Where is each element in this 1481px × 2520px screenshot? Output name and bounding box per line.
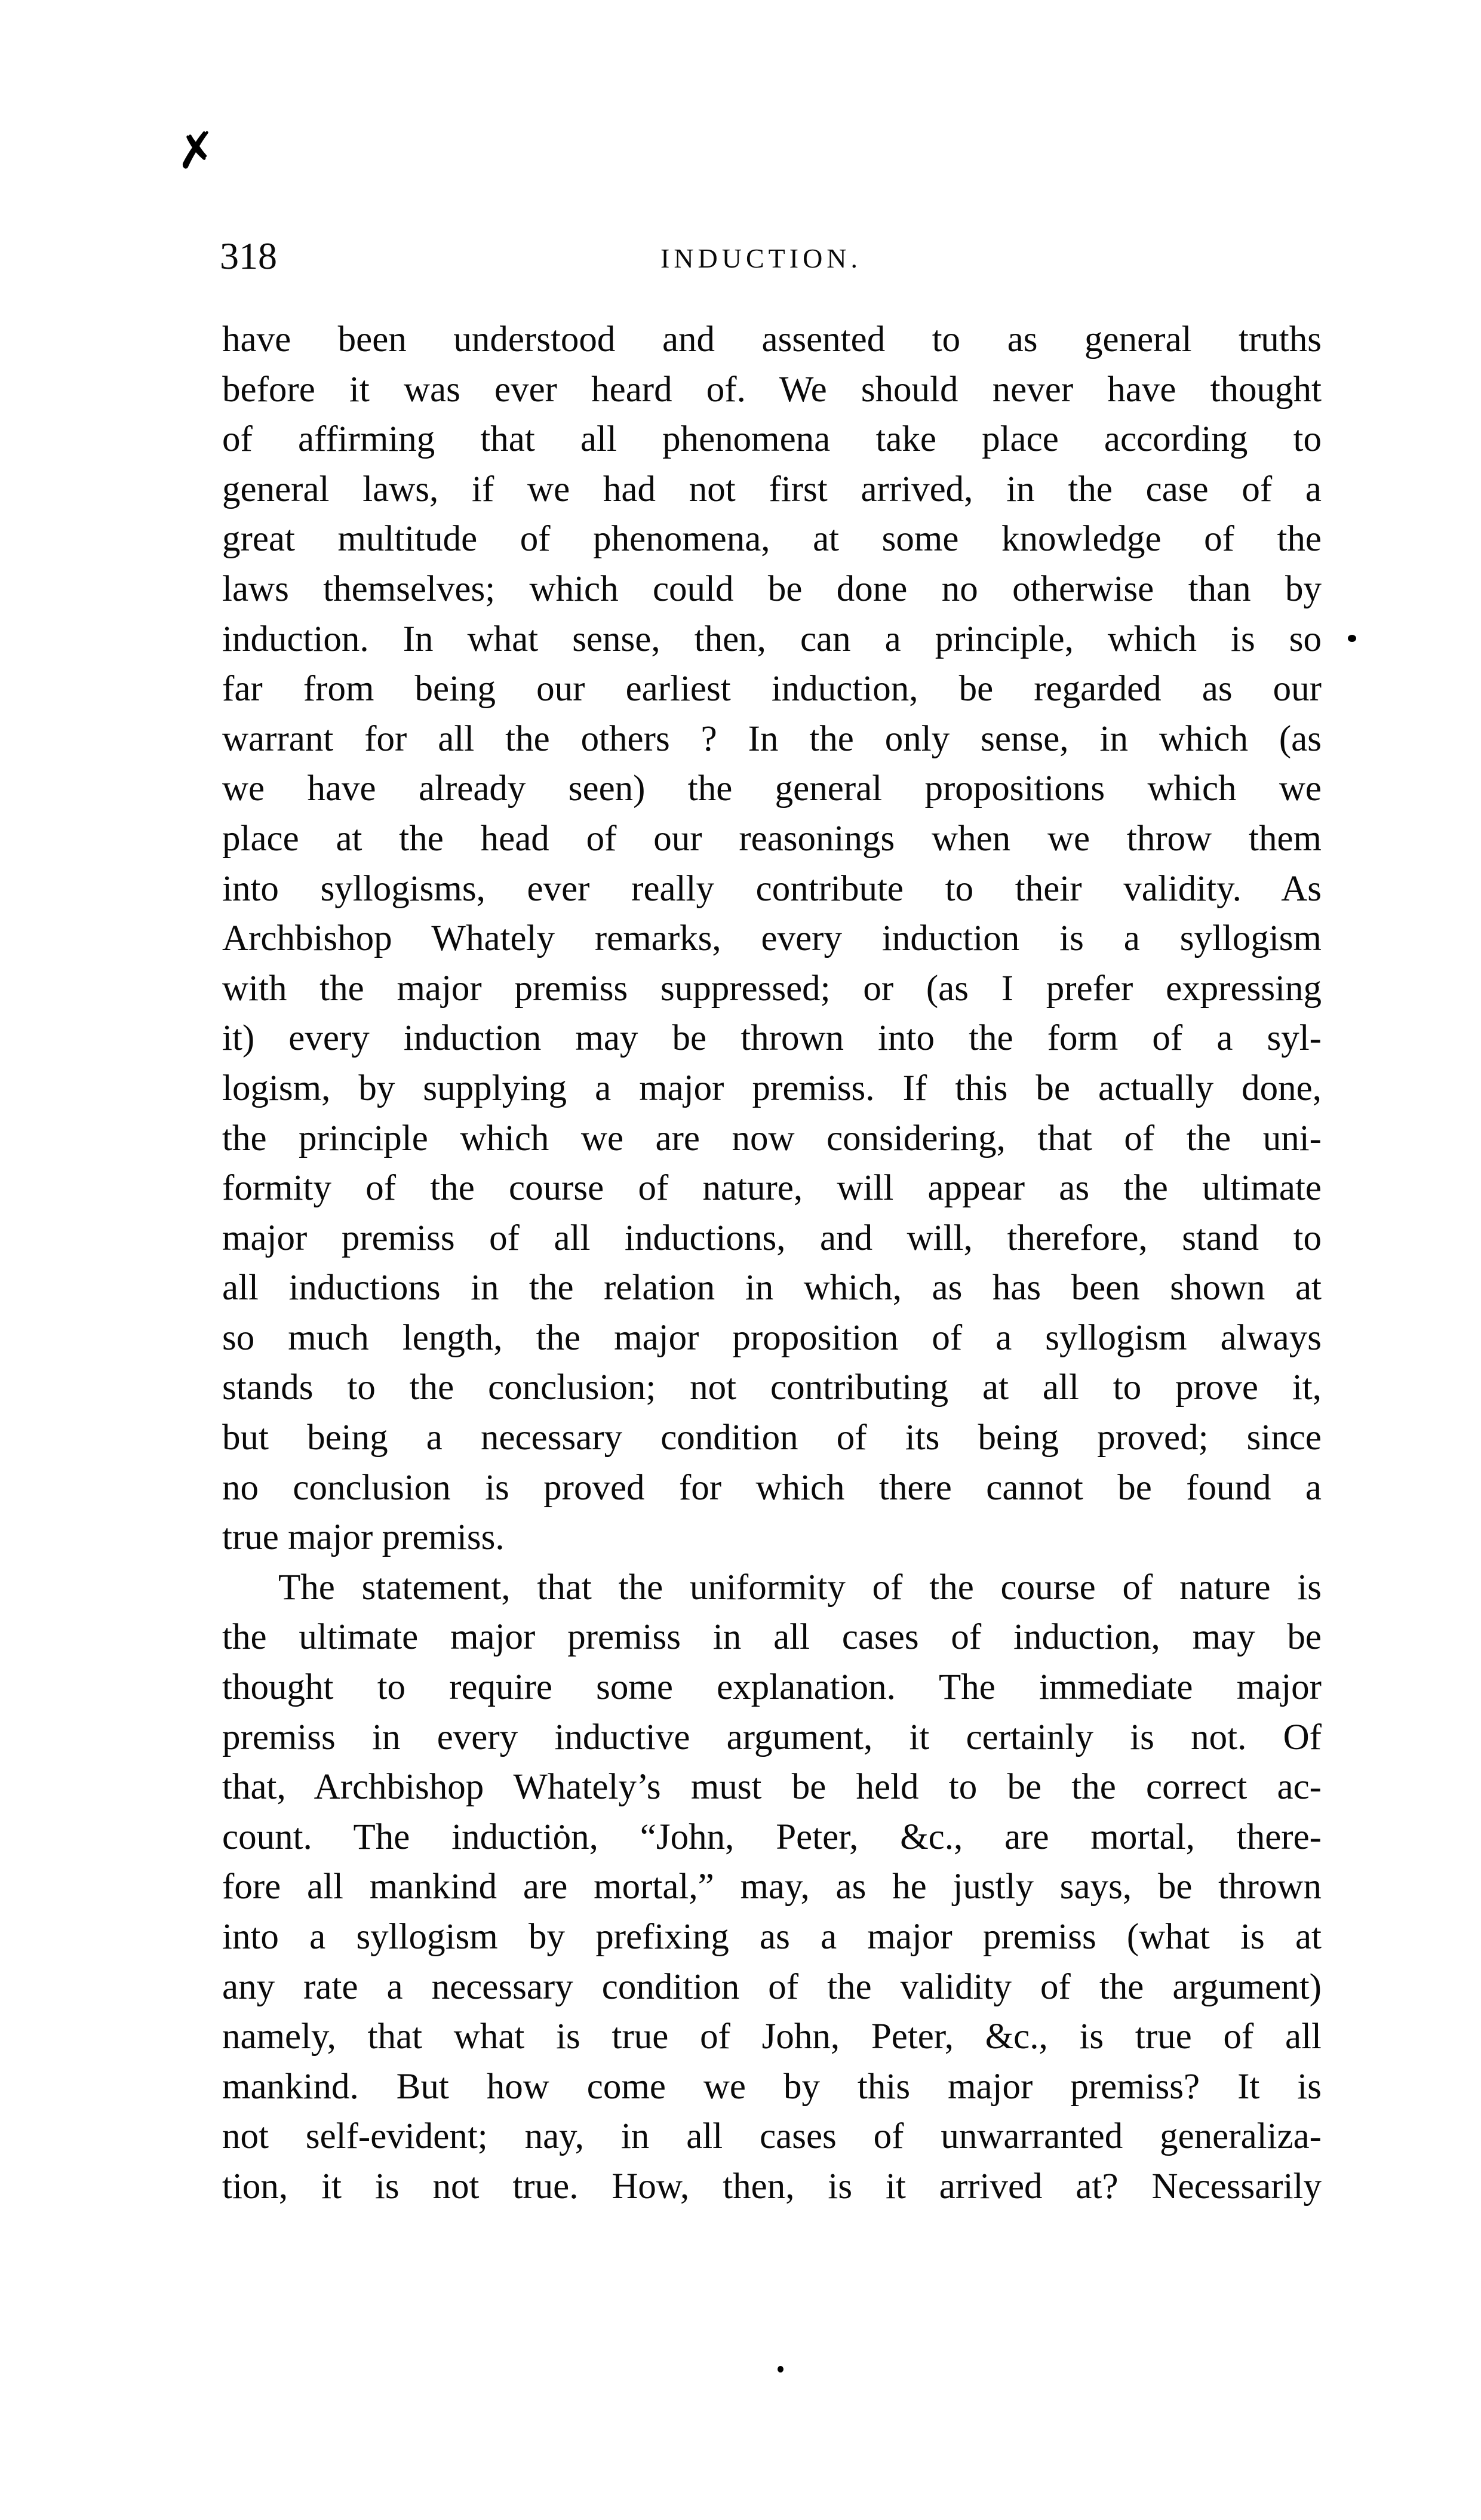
text-line: namely, that what is true of John, Peter, &c., is true of all (222, 2017, 1322, 2057)
text-line: that, Archbishop Whately’s must be held to be the correct ac- (222, 1767, 1322, 1808)
text-line: the principle which we are now considering, that of the uni- (222, 1118, 1322, 1158)
text-line: so much length, the major proposition of a syllogism always (222, 1317, 1322, 1358)
text-line: count. The inductiȯn, “John, Peter, &c., are mortal, there- (222, 1817, 1322, 1857)
ink-speck (1348, 635, 1356, 642)
text-line: true major premiss. (222, 1517, 505, 1558)
text-line: Archbishop Whately remarks, every induction is a syllogism (222, 918, 1322, 959)
body-text (222, 315, 1322, 2212)
text-line: mankind. But how come we by this major premiss? It is (222, 2066, 1322, 2107)
text-line: it) every induction may be thrown into the form of a syl- (222, 1018, 1322, 1059)
text-line: induction. In what sense, then, can a principle, which is so (222, 619, 1322, 659)
text-line: not self-evident; nay, in all cases of unwarranted generaliza- (222, 2116, 1322, 2157)
text-line: we have already seen) the general propositions which we (222, 769, 1322, 809)
text-line: have been understood and assented to as general truths (222, 319, 1322, 359)
text-line: logism, by supplying a major premiss. If this be actually done, (222, 1068, 1322, 1108)
text-line: far from being our earliest induction, be regarded as our (222, 669, 1322, 709)
text-line: laws themselves; which could be done no otherwise than by (222, 568, 1322, 609)
text-line: all inductions in the relation in which, as has been shown at (222, 1268, 1322, 1308)
text-line: any rate a necessary condition of the validity of the argument) (222, 1966, 1322, 2007)
page-number: 318 (220, 235, 277, 277)
text-line: general laws, if we had not first arrived, in the case of a (222, 469, 1322, 509)
running-head: INDUCTION. (660, 243, 862, 273)
margin-x-mark: ✗ (171, 121, 222, 181)
text-line: place at the head of our reasonings when we throw them (222, 818, 1322, 859)
text-line: stands to the conclusion; not contributing at all to prove it, (222, 1367, 1322, 1408)
text-line: before it was ever heard of. We should never have thought (222, 369, 1322, 410)
text-line: thought to require some explanation. The immediate major (222, 1667, 1322, 1708)
text-line: with the major premiss suppressed; or (as I prefer expressing (222, 968, 1322, 1009)
text-line: great multitude of phenomena, at some knowledge of the (222, 519, 1322, 560)
text-line: fore all mankind are mortal,” may, as he justly says, be thrown (222, 1867, 1322, 1907)
text-line: The statement, that the uniformity of the course of nature is (278, 1567, 1322, 1608)
text-line: but being a necessary condition of its being proved; since (222, 1418, 1322, 1458)
text-line: the ultimate major premiss in all cases of induction, may be (222, 1617, 1322, 1658)
text-line: into syllogisms, ever really contribute to their validity. As (222, 868, 1322, 909)
paragraph-2 (222, 1563, 1322, 2212)
ink-speck (778, 2366, 783, 2373)
text-line: warrant for all the others ? In the only sense, in which (as (222, 718, 1322, 759)
text-line: into a syllogism by prefixing as a major premiss (what is at (222, 1917, 1322, 1957)
text-line: no conclusion is proved for which there cannot be found a (222, 1467, 1322, 1508)
text-line: formity of the course of nature, will appear as the ultimate (222, 1168, 1322, 1209)
text-line: major premiss of all inductions, and will, therefore, stand to (222, 1218, 1322, 1258)
text-line: tion, it is not true. How, then, is it arrived at? Necessarily (222, 2166, 1322, 2206)
text-line: premiss in every inductive argument, it certainly is not. Of (222, 1717, 1322, 1757)
paragraph-1 (222, 315, 1322, 1563)
text-line: of affirming that all phenomena take place according to (222, 419, 1322, 460)
